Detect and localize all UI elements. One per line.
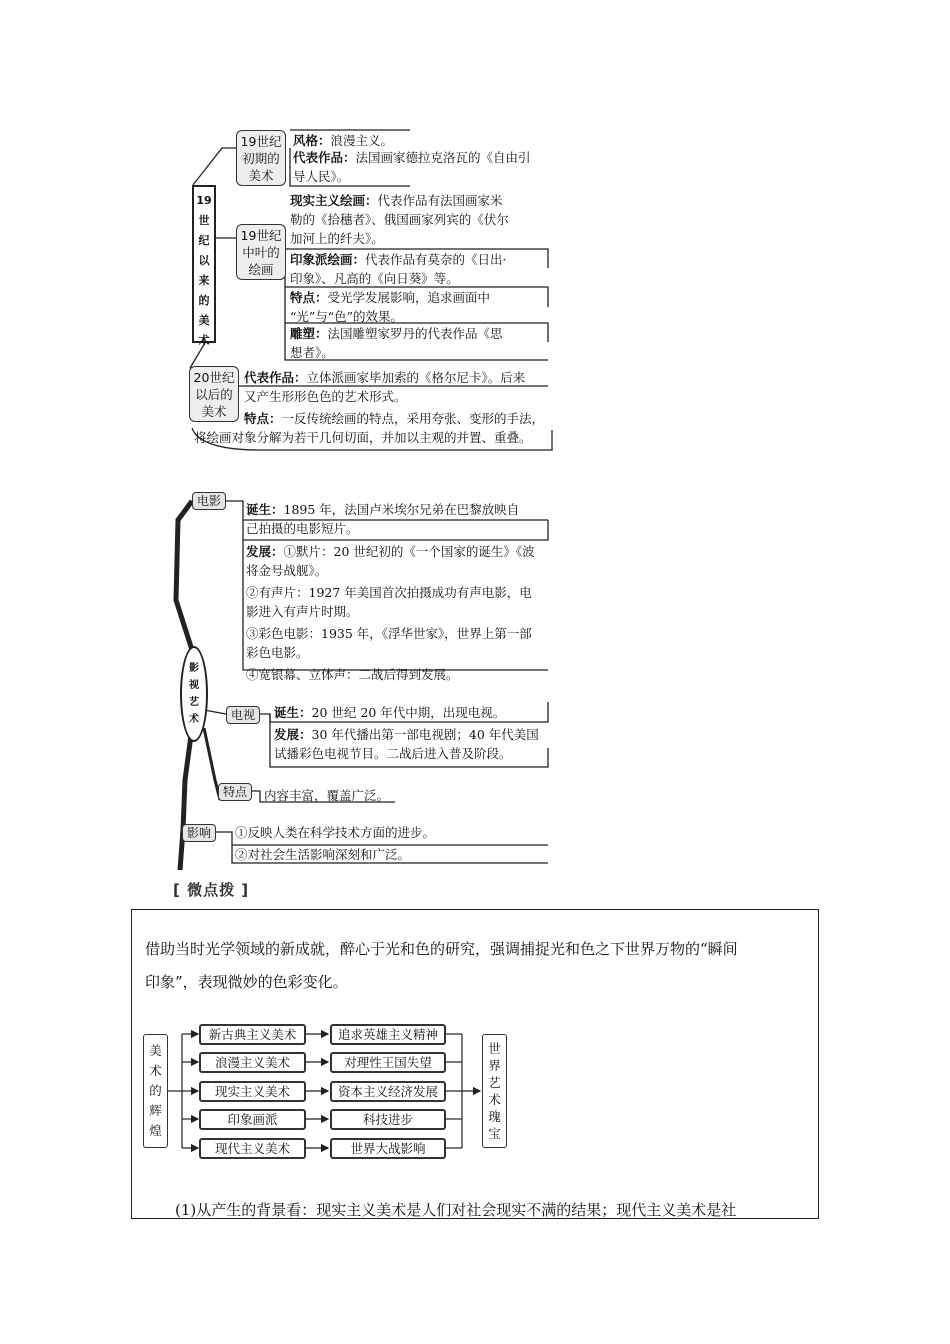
node-impact: 影响 [182,824,216,842]
early19-style: 风格：浪漫主义。 [293,133,394,148]
cause-box: 资本主义经济发展 [330,1081,446,1102]
early19-works: 代表作品：法国画家德拉克洛瓦的《自由引 导人民》。 [293,150,531,184]
mindmap1-root: 19 世 纪 以 来 的 美 术 [192,185,216,343]
node-early-19th-century-art: 19世纪 初期的 美术 [236,130,286,186]
note-paragraph-3: (1)从产生的背景看：现实主义美术是人们对社会现实不满的结果；现代主义美术是社 [175,1201,737,1219]
node-feature: 特点 [218,783,252,801]
mid19-feature: 特点：受光学发展影响，追求画面中 “光”与“色”的效果。 [290,290,491,324]
film-birth: 诞生：1895 年，法国卢米埃尔兄弟在巴黎放映自 己拍摄的电影短片。 [246,502,520,536]
movement-box: 现代主义美术 [199,1138,306,1159]
node-film: 电影 [192,492,226,510]
feature-text: 内容丰富，覆盖广泛。 [264,788,390,803]
tip-heading: [ 微点拨 ] [173,881,250,899]
node-20th-century-art: 20世纪 以后的 美术 [189,366,239,422]
mid19-realism: 现实主义绘画：代表作品有法国画家米 勒的《拾穗者》、俄国画家列宾的《伏尔 加河上的纤夫》。 [290,193,509,246]
mindmap2-root: 影 视 艺 术 [180,646,208,742]
note-paragraph-1: 借助当时光学领域的新成就，醉心于光和色的研究，强调捕捉光和色之下世界万物的“瞬间 印象”，表现微妙的色彩变化。 [145,940,738,991]
flow-right-label: 世 界 艺 术 瑰 宝 [482,1034,507,1148]
movement-box: 印象画派 [199,1109,306,1130]
impact-text: ①反映人类在科学技术方面的进步。 ②对社会生活影响深刻和广泛。 [235,825,436,862]
film-development: 发展：①默片：20 世纪初的《一个国家的诞生》《波 将金号战舰》。 ②有声片：1927 年美国首次拍摄成功有声电影，电 影进入有声片时期。 ③彩色电影：1935 年，《浮华世家》，世界上第一部 彩色电影。 ④宽银幕、立体声：二战后得到发展。 [246,544,535,682]
movement-box: 浪漫主义美术 [199,1052,306,1073]
movement-box: 新古典主义美术 [199,1024,306,1045]
c20-feature-cont: 将绘画对象分解为若干几何切面，并加以主观的并置、重叠。 [194,430,532,445]
cause-box: 追求英雄主义精神 [330,1024,446,1045]
c20-feature: 特点：一反传统绘画的特点，采用夸张、变形的手法， [244,411,545,426]
node-tv: 电视 [226,706,260,724]
tv-development: 发展：30 年代播出第一部电视剧；40 年代美国 试播彩色电视节目。二战后进入普及阶段。 [274,727,539,761]
c20-works: 代表作品：立体派画家毕加索的《格尔尼卡》。后来 又产生形形色色的艺术形式。 [244,370,526,404]
cause-box: 科技进步 [330,1109,446,1130]
cause-box: 对理性王国失望 [330,1052,446,1073]
tv-birth: 诞生：20 世纪 20 年代中期，出现电视。 [274,705,506,720]
cause-box: 世界大战影响 [330,1138,446,1159]
movement-box: 现实主义美术 [199,1081,306,1102]
mid19-impressionism: 印象派绘画：代表作品有莫奈的《日出· 印象》、凡高的《向日葵》等。 [290,252,507,286]
mid19-sculpture: 雕塑：法国雕塑家罗丹的代表作品《思 想者》。 [290,326,503,360]
flow-left-label: 美 术 的 辉 煌 [143,1034,168,1148]
node-mid-19th-century-painting: 19世纪 中叶的 绘画 [236,224,286,280]
